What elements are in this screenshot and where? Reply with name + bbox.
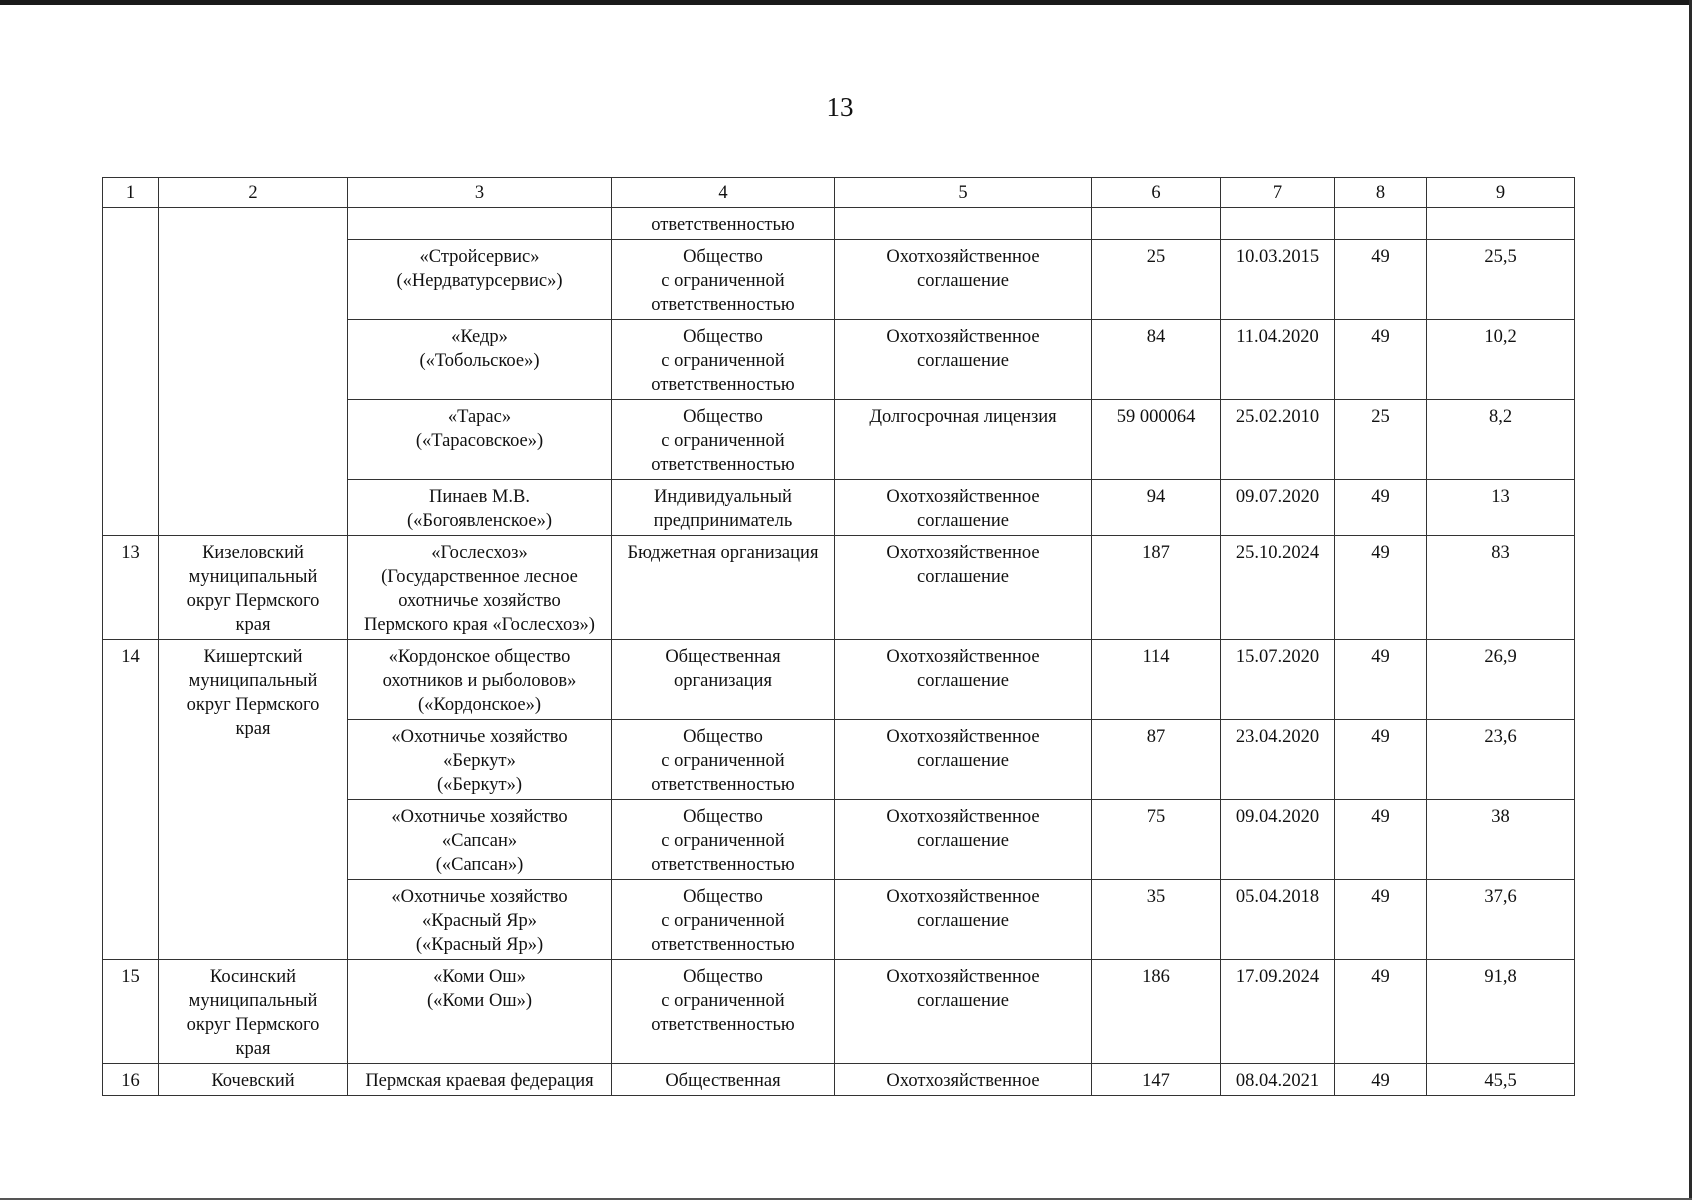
column-number-header: 9 — [1427, 178, 1575, 208]
document-number-cell — [1092, 208, 1221, 240]
column-number-header: 3 — [348, 178, 612, 208]
term-years-cell: 49 — [1335, 480, 1427, 536]
document-date-cell — [1221, 208, 1335, 240]
document-type-cell: Охотхозяйственное соглашение — [835, 720, 1092, 800]
document-number-cell: 75 — [1092, 800, 1221, 880]
area-cell: 91,8 — [1427, 960, 1575, 1064]
organization-name-cell — [348, 208, 612, 240]
legal-form-cell: Бюджетная организация — [612, 536, 835, 640]
row-number-cell: 13 — [103, 536, 159, 640]
document-type-cell: Охотхозяйственное соглашение — [835, 960, 1092, 1064]
area-cell: 25,5 — [1427, 240, 1575, 320]
organization-name-cell: «Кедр» («Тобольское») — [348, 320, 612, 400]
column-number-header: 5 — [835, 178, 1092, 208]
area-cell: 26,9 — [1427, 640, 1575, 720]
hunting-grounds-table — [102, 177, 1575, 1096]
document-number-cell: 114 — [1092, 640, 1221, 720]
area-cell: 83 — [1427, 536, 1575, 640]
table-row — [103, 1064, 1575, 1096]
term-years-cell: 49 — [1335, 536, 1427, 640]
document-type-cell: Охотхозяйственное соглашение — [835, 880, 1092, 960]
column-number-header: 8 — [1335, 178, 1427, 208]
term-years-cell: 49 — [1335, 720, 1427, 800]
document-date-cell: 05.04.2018 — [1221, 880, 1335, 960]
row-number-cell — [103, 208, 159, 536]
scan-edge-top — [0, 0, 1692, 5]
area-cell: 45,5 — [1427, 1064, 1575, 1096]
term-years-cell: 49 — [1335, 880, 1427, 960]
area-cell — [1427, 208, 1575, 240]
area-cell: 38 — [1427, 800, 1575, 880]
area-cell: 13 — [1427, 480, 1575, 536]
document-type-cell: Охотхозяйственное соглашение — [835, 640, 1092, 720]
area-cell: 23,6 — [1427, 720, 1575, 800]
area-cell: 37,6 — [1427, 880, 1575, 960]
document-number-cell: 84 — [1092, 320, 1221, 400]
column-number-header: 7 — [1221, 178, 1335, 208]
document-number-cell: 147 — [1092, 1064, 1221, 1096]
document-number-cell: 186 — [1092, 960, 1221, 1064]
legal-form-cell: Общество с ограниченной ответственностью — [612, 960, 835, 1064]
table-row — [103, 536, 1575, 640]
term-years-cell: 49 — [1335, 800, 1427, 880]
term-years-cell: 25 — [1335, 400, 1427, 480]
table-row — [103, 208, 1575, 240]
document-type-cell: Охотхозяйственное соглашение — [835, 480, 1092, 536]
district-cell: Кизеловский муниципальный округ Пермского края — [159, 536, 348, 640]
district-cell: Кочевский — [159, 1064, 348, 1096]
row-number-cell: 16 — [103, 1064, 159, 1096]
document-type-cell: Охотхозяйственное соглашение — [835, 800, 1092, 880]
term-years-cell: 49 — [1335, 320, 1427, 400]
term-years-cell — [1335, 208, 1427, 240]
organization-name-cell: Пермская краевая федерация — [348, 1064, 612, 1096]
document-type-cell — [835, 208, 1092, 240]
legal-form-cell: Индивидуальный предприниматель — [612, 480, 835, 536]
column-number-header: 2 — [159, 178, 348, 208]
legal-form-cell: Общество с ограниченной ответственностью — [612, 720, 835, 800]
organization-name-cell: «Охотничье хозяйство «Сапсан» («Сапсан») — [348, 800, 612, 880]
term-years-cell: 49 — [1335, 240, 1427, 320]
organization-name-cell: «Охотничье хозяйство «Беркут» («Беркут») — [348, 720, 612, 800]
document-date-cell: 10.03.2015 — [1221, 240, 1335, 320]
document-date-cell: 11.04.2020 — [1221, 320, 1335, 400]
document-date-cell: 23.04.2020 — [1221, 720, 1335, 800]
legal-form-cell: Общество с ограниченной ответственностью — [612, 320, 835, 400]
page-number: 13 — [826, 92, 854, 122]
column-number-header: 4 — [612, 178, 835, 208]
organization-name-cell: «Стройсервис» («Нердватурсервис») — [348, 240, 612, 320]
document-date-cell: 15.07.2020 — [1221, 640, 1335, 720]
legal-form-cell: Общество с ограниченной ответственностью — [612, 880, 835, 960]
table-body — [103, 178, 1575, 1096]
organization-name-cell: Пинаев М.В. («Богоявленское») — [348, 480, 612, 536]
document-number-cell: 25 — [1092, 240, 1221, 320]
legal-form-cell: Общественная — [612, 1064, 835, 1096]
row-number-cell: 14 — [103, 640, 159, 960]
district-cell — [159, 208, 348, 536]
organization-name-cell: «Гослесхоз» (Государственное лесное охотничье хозяйство Пермского края «Гослесхоз») — [348, 536, 612, 640]
organization-name-cell: «Охотничье хозяйство «Красный Яр» («Красный Яр») — [348, 880, 612, 960]
area-cell: 8,2 — [1427, 400, 1575, 480]
term-years-cell: 49 — [1335, 960, 1427, 1064]
header-row — [103, 178, 1575, 208]
row-number-cell: 15 — [103, 960, 159, 1064]
legal-form-cell: Общество с ограниченной ответственностью — [612, 800, 835, 880]
document-type-cell: Охотхозяйственное — [835, 1064, 1092, 1096]
document-date-cell: 08.04.2021 — [1221, 1064, 1335, 1096]
document-type-cell: Долгосрочная лицензия — [835, 400, 1092, 480]
document-number-cell: 187 — [1092, 536, 1221, 640]
document-date-cell: 09.07.2020 — [1221, 480, 1335, 536]
organization-name-cell: «Коми Ош» («Коми Ош») — [348, 960, 612, 1064]
district-cell: Кишертский муниципальный округ Пермского края — [159, 640, 348, 960]
document-type-cell: Охотхозяйственное соглашение — [835, 240, 1092, 320]
district-cell: Косинский муниципальный округ Пермского края — [159, 960, 348, 1064]
document-type-cell: Охотхозяйственное соглашение — [835, 320, 1092, 400]
document-date-cell: 17.09.2024 — [1221, 960, 1335, 1064]
organization-name-cell: «Кордонское общество охотников и рыболовов» («Кордонское») — [348, 640, 612, 720]
column-number-header: 6 — [1092, 178, 1221, 208]
term-years-cell: 49 — [1335, 1064, 1427, 1096]
document-number-cell: 35 — [1092, 880, 1221, 960]
table-row — [103, 960, 1575, 1064]
term-years-cell: 49 — [1335, 640, 1427, 720]
legal-form-cell: Общество с ограниченной ответственностью — [612, 240, 835, 320]
column-number-header: 1 — [103, 178, 159, 208]
table-row — [103, 640, 1575, 720]
legal-form-cell: Общественная организация — [612, 640, 835, 720]
document-date-cell: 09.04.2020 — [1221, 800, 1335, 880]
document-type-cell: Охотхозяйственное соглашение — [835, 536, 1092, 640]
document-number-cell: 59 000064 — [1092, 400, 1221, 480]
document-number-cell: 94 — [1092, 480, 1221, 536]
document-date-cell: 25.10.2024 — [1221, 536, 1335, 640]
area-cell: 10,2 — [1427, 320, 1575, 400]
organization-name-cell: «Тарас» («Тарасовское») — [348, 400, 612, 480]
legal-form-cell: ответственностью — [612, 208, 835, 240]
legal-form-cell: Общество с ограниченной ответственностью — [612, 400, 835, 480]
document-number-cell: 87 — [1092, 720, 1221, 800]
document-date-cell: 25.02.2010 — [1221, 400, 1335, 480]
